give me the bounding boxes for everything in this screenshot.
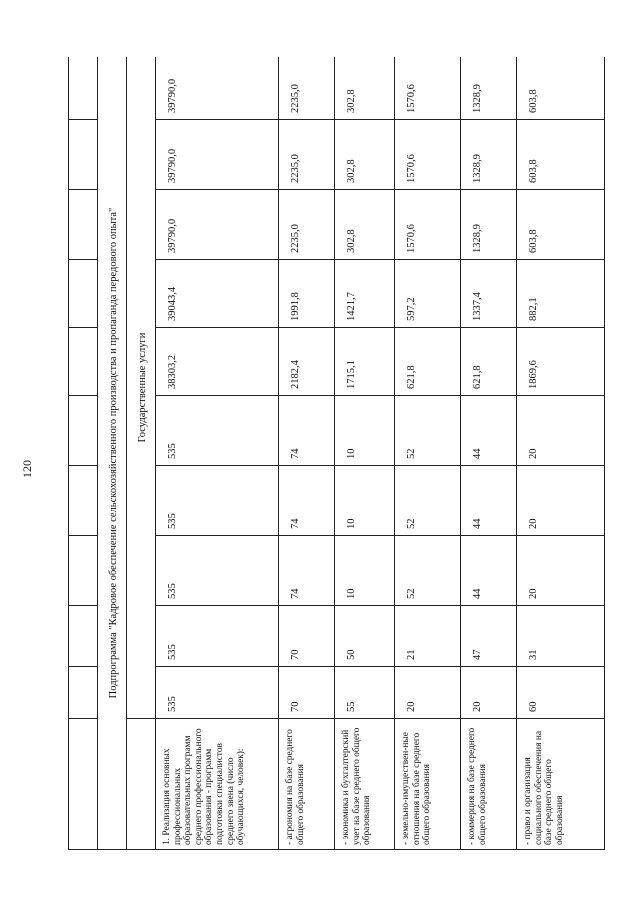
table-row <box>279 57 335 850</box>
value-cell: 10 <box>335 536 395 606</box>
header-cell <box>69 536 98 606</box>
header-cell <box>69 719 98 850</box>
value-cell: 44 <box>461 536 517 606</box>
value-cell: 621,8 <box>395 328 461 396</box>
value-cell: 10 <box>335 396 395 466</box>
value-cell: 302,8 <box>335 57 395 120</box>
value-cell: 603,8 <box>517 190 605 260</box>
row-label: - земельно-имуществен-ные отношения на базе среднего общего образования <box>395 719 461 850</box>
value-cell: 1715,1 <box>335 328 395 396</box>
value-cell: 20 <box>395 667 461 719</box>
value-cell: 2235,0 <box>279 57 335 120</box>
value-cell: 535 <box>156 466 279 536</box>
value-cell: 603,8 <box>517 120 605 190</box>
value-cell: 39790,0 <box>156 190 279 260</box>
row-label: 1. Реализация основных профессиональных образовательных программ среднего профессионального образования - программ подготовки специалистов среднего звена (число обучающихся, человек): <box>156 719 279 850</box>
value-cell: 882,1 <box>517 260 605 328</box>
services-title: Государственные услуги <box>127 57 156 719</box>
value-cell: 1991,8 <box>279 260 335 328</box>
value-cell: 39790,0 <box>156 120 279 190</box>
value-cell: 535 <box>156 667 279 719</box>
value-cell: 47 <box>461 606 517 667</box>
value-cell: 1421,7 <box>335 260 395 328</box>
subprogram-title: Подпрограмма "Кадровое обеспечение сельскохозяйственного производства и пропаганда передового опыта" <box>98 57 127 850</box>
row-label: - коммерция на базе среднего общего образования <box>461 719 517 850</box>
value-cell: 39790,0 <box>156 57 279 120</box>
value-cell: 20 <box>517 396 605 466</box>
value-cell: 1337,4 <box>461 260 517 328</box>
value-cell: 535 <box>156 396 279 466</box>
value-cell: 1570,6 <box>395 120 461 190</box>
services-title-row <box>127 57 156 850</box>
subprogram-title-row <box>98 57 127 850</box>
header-cell <box>69 57 98 120</box>
value-cell: 44 <box>461 396 517 466</box>
value-cell: 44 <box>461 466 517 536</box>
value-cell: 2235,0 <box>279 190 335 260</box>
value-cell: 302,8 <box>335 190 395 260</box>
header-cell <box>69 328 98 396</box>
empty-header-row <box>69 57 98 850</box>
value-cell: 1570,6 <box>395 57 461 120</box>
value-cell: 70 <box>279 606 335 667</box>
value-cell: 20 <box>517 536 605 606</box>
value-cell: 20 <box>461 667 517 719</box>
row-label: - право и организация социального обеспечения на базе среднего общего образования <box>517 719 605 850</box>
subprogram-table <box>68 57 605 850</box>
rotated-table-wrapper <box>68 57 605 850</box>
value-cell: 74 <box>279 536 335 606</box>
value-cell: 31 <box>517 606 605 667</box>
header-cell <box>127 719 156 850</box>
value-cell: 1328,9 <box>461 120 517 190</box>
table-row <box>517 57 605 850</box>
value-cell: 2182,4 <box>279 328 335 396</box>
value-cell: 10 <box>335 466 395 536</box>
table-row <box>156 57 279 850</box>
value-cell: 2235,0 <box>279 120 335 190</box>
table-row <box>461 57 517 850</box>
value-cell: 55 <box>335 667 395 719</box>
header-cell <box>69 466 98 536</box>
value-cell: 74 <box>279 396 335 466</box>
header-cell <box>69 667 98 719</box>
row-label: - экономика и бухгалтерский учет на базе среднего общего образования <box>335 719 395 850</box>
value-cell: 1328,9 <box>461 57 517 120</box>
header-cell <box>69 396 98 466</box>
value-cell: 74 <box>279 466 335 536</box>
header-cell <box>69 120 98 190</box>
value-cell: 50 <box>335 606 395 667</box>
header-cell <box>69 606 98 667</box>
value-cell: 535 <box>156 536 279 606</box>
row-label: - агрономия на базе среднего общего образования <box>279 719 335 850</box>
value-cell: 38303,2 <box>156 328 279 396</box>
value-cell: 597,2 <box>395 260 461 328</box>
value-cell: 70 <box>279 667 335 719</box>
table-row <box>395 57 461 850</box>
page-number: 120 <box>20 460 34 478</box>
value-cell: 603,8 <box>517 57 605 120</box>
value-cell: 20 <box>517 466 605 536</box>
value-cell: 52 <box>395 536 461 606</box>
value-cell: 39043,4 <box>156 260 279 328</box>
value-cell: 621,8 <box>461 328 517 396</box>
value-cell: 1570,6 <box>395 190 461 260</box>
value-cell: 21 <box>395 606 461 667</box>
value-cell: 302,8 <box>335 120 395 190</box>
value-cell: 535 <box>156 606 279 667</box>
header-cell <box>69 260 98 328</box>
header-cell <box>69 190 98 260</box>
table-row <box>335 57 395 850</box>
value-cell: 1328,9 <box>461 190 517 260</box>
value-cell: 60 <box>517 667 605 719</box>
value-cell: 52 <box>395 396 461 466</box>
value-cell: 52 <box>395 466 461 536</box>
value-cell: 1869,6 <box>517 328 605 396</box>
